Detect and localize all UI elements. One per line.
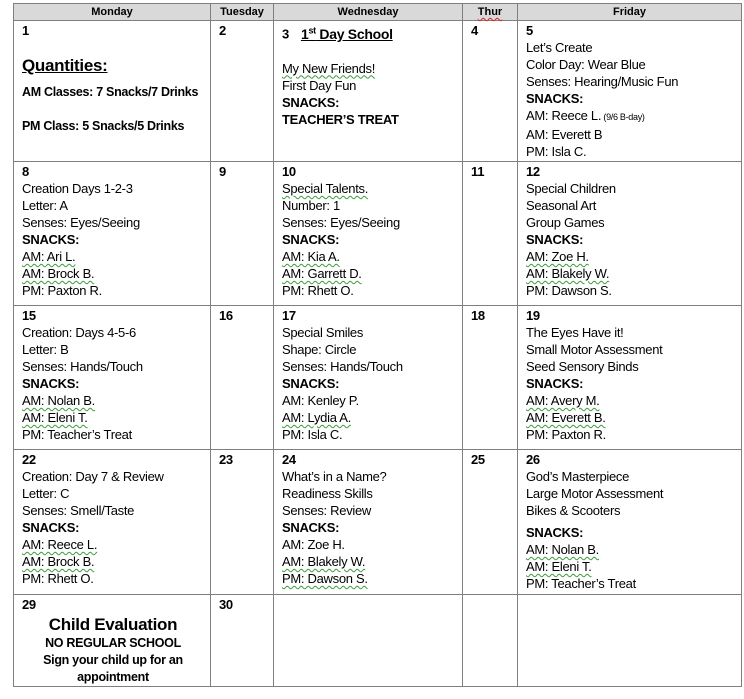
activity-line: Number: 1 [282, 198, 340, 213]
snack-text: PM: Dawson S. [282, 571, 368, 586]
quantities-title: Quantities: [22, 56, 108, 75]
snack-text: AM: Brock B. [22, 266, 95, 281]
day-cell-22 [14, 450, 211, 595]
activity-text: My New Friends! [282, 60, 376, 76]
snack-pm: PM: Teacher’s Treat [22, 427, 132, 442]
snack-text: AM: Eleni T. [526, 559, 592, 574]
activity-line: Large Motor Assessment [526, 486, 664, 501]
day-cell-18 [463, 306, 518, 450]
day-number: 16 [219, 308, 233, 323]
activity-line: Senses: Hearing/Music Fun [526, 74, 679, 89]
day-number: 10 [282, 164, 296, 179]
snack-pm [526, 143, 735, 160]
day-number: 2 [219, 23, 226, 38]
snacks-heading: SNACKS: [282, 520, 340, 535]
no-school-notice: NO REGULAR SCHOOL [45, 636, 181, 650]
activity-line [282, 180, 456, 197]
snack-pm: PM: Rhett O. [282, 283, 354, 298]
activity-line: Special Children [526, 181, 616, 196]
snack-am-1 [22, 392, 204, 409]
snack-pm: PM: Dawson S. [526, 283, 612, 298]
activity-line: Shape: Circle [282, 342, 357, 357]
snack-am-2 [282, 553, 456, 570]
day-number: 5 [526, 23, 533, 38]
activity-line: Creation: Day 7 & Review [22, 469, 164, 484]
activity-line: Creation Days 1-2-3 [22, 181, 133, 196]
header-thursday-label: Thur [477, 6, 503, 18]
day-cell-29 [14, 595, 211, 687]
activity-line: Senses: Review [282, 503, 372, 518]
day-cell-23 [211, 450, 274, 595]
activity-line: Group Games [526, 215, 605, 230]
snacks-heading: SNACKS: [526, 91, 584, 106]
snacks-heading: SNACKS: [282, 232, 340, 247]
pm-quantity: PM Class: 5 Snacks/5 Drinks [22, 119, 185, 133]
day-number: 25 [471, 452, 485, 467]
activity-line: Letter: B [22, 342, 69, 357]
day-cell-4 [463, 21, 518, 162]
snack-prefix: AM: [526, 108, 552, 123]
snack-text: AM: Lydia A. [282, 410, 351, 425]
activity-line: God’s Masterpiece [526, 469, 630, 484]
snack-text: AM: Everett B. [526, 410, 606, 425]
activity-text: Special Talents. [282, 181, 369, 196]
day-number: 23 [219, 452, 233, 467]
title-text: Day School [315, 25, 393, 42]
day-cell-24 [274, 450, 463, 595]
header-thursday [463, 4, 518, 21]
header-friday: Friday [518, 4, 742, 21]
day-number: 9 [219, 164, 226, 179]
week-row-5 [14, 595, 742, 687]
day-cell-11 [463, 162, 518, 306]
snack-pm: PM: Teacher’s Treat [526, 576, 636, 591]
day-number: 29 [22, 597, 36, 612]
activity-line: What’s in a Name? [282, 469, 387, 484]
day-number: 3 [282, 26, 289, 42]
snack-text: AM: Blakely W. [282, 554, 366, 569]
activity-line [282, 60, 456, 77]
day-number: 18 [471, 308, 485, 323]
first-day-title [301, 26, 393, 42]
snack-am-2 [526, 409, 735, 426]
title-number: 1 [300, 25, 309, 42]
week-row-1 [14, 21, 742, 162]
snack-am-1 [282, 248, 456, 265]
snack-pm: PM: Paxton R. [526, 427, 606, 442]
am-quantity: AM Classes: 7 Snacks/7 Drinks [22, 85, 199, 99]
snacks-heading: SNACKS: [526, 376, 584, 391]
snacks-heading: SNACKS: [22, 232, 80, 247]
snack-am-1 [526, 107, 735, 126]
day-number: 4 [471, 23, 478, 38]
snack-text: AM: Nolan B. [526, 542, 599, 557]
snack-pm: PM: Isla C. [282, 427, 343, 442]
activity-line: Senses: Eyes/Seeing [282, 215, 400, 230]
day-cell-17 [274, 306, 463, 450]
day-number: 24 [282, 452, 296, 467]
header-monday: Monday [14, 4, 211, 21]
snack-am-1 [526, 248, 735, 265]
day-heading [282, 22, 456, 43]
snack-name: Reece L. [551, 108, 602, 123]
day-cell-1 [14, 21, 211, 162]
activity-line: Special Smiles [282, 325, 364, 340]
activity-line: The Eyes Have it! [526, 325, 624, 340]
activity-line: Senses: Hands/Touch [22, 359, 143, 374]
snack-text: AM: Ari L. [22, 249, 76, 264]
signup-line-1: Sign your child up for an [43, 653, 183, 667]
snack-text: AM: Eleni T. [22, 410, 88, 425]
evaluation-notice [22, 615, 204, 686]
snack-name: Everett B [551, 127, 603, 142]
snack-pm: PM: Rhett O. [22, 571, 94, 586]
week-row-2 [14, 162, 742, 306]
snack-am-2 [526, 558, 735, 575]
activity-line: Senses: Eyes/Seeing [22, 215, 140, 230]
day-cell-15 [14, 306, 211, 450]
day-cell-10 [274, 162, 463, 306]
day-cell-19 [518, 306, 742, 450]
empty-cell [463, 595, 518, 687]
snack-am-2 [22, 553, 204, 570]
snack-am-1 [526, 541, 735, 558]
snack-am-1: AM: Zoe H. [282, 537, 345, 552]
header-row [14, 4, 742, 21]
activity-line: Seasonal Art [526, 198, 597, 213]
snack-am-2 [282, 409, 456, 426]
day-number: 1 [22, 23, 29, 38]
activity-line: Letter: C [22, 486, 70, 501]
activity-line: Small Motor Assessment [526, 342, 663, 357]
snack-text: AM: Nolan B. [22, 393, 95, 408]
activity-line: Senses: Hands/Touch [282, 359, 403, 374]
snack-text: AM: Reece L. [22, 537, 98, 552]
snacks-heading: SNACKS: [22, 376, 80, 391]
activity-line: Bikes & Scooters [526, 503, 621, 518]
snack-am-2 [526, 265, 735, 282]
activity-line: Senses: Smell/Taste [22, 503, 135, 518]
snack-prefix: PM: [526, 144, 552, 159]
day-cell-5 [518, 21, 742, 162]
snack-text: AM: Brock B. [22, 554, 95, 569]
snacks-heading: SNACKS: [22, 520, 80, 535]
day-number: 22 [22, 452, 36, 467]
day-cell-16 [211, 306, 274, 450]
week-row-4 [14, 450, 742, 595]
day-cell-26 [518, 450, 742, 595]
day-cell-12 [518, 162, 742, 306]
snack-pm: PM: Paxton R. [22, 283, 102, 298]
day-number: 26 [526, 452, 540, 467]
day-number: 12 [526, 164, 540, 179]
calendar-table [13, 3, 742, 687]
day-cell-3 [274, 21, 463, 162]
snack-am-1: AM: Kenley P. [282, 393, 359, 408]
week-row-3 [14, 306, 742, 450]
day-number: 15 [22, 308, 36, 323]
snack-am-2 [22, 409, 204, 426]
header-wednesday: Wednesday [274, 4, 463, 21]
activity-line: Seed Sensory Binds [526, 359, 639, 374]
title-ordinal: st [308, 25, 316, 35]
day-number: 19 [526, 308, 540, 323]
day-cell-25 [463, 450, 518, 595]
snack-pm [282, 570, 456, 587]
snack-text: AM: Kia A. [282, 249, 340, 264]
snack-am-2 [526, 126, 735, 143]
signup-line-2: appointment [77, 670, 149, 684]
activity-line: First Day Fun [282, 77, 357, 93]
snack-am-2 [282, 265, 456, 282]
snack-text: AM: Avery M. [526, 393, 600, 408]
snack-am-1 [526, 392, 735, 409]
day-number: 30 [219, 597, 233, 612]
snack-am-1 [22, 248, 204, 265]
snack-text: AM: Blakely W. [526, 266, 610, 281]
day-cell-9 [211, 162, 274, 306]
day-number: 8 [22, 164, 29, 179]
birthday-note: (9/6 B-day) [601, 112, 645, 122]
snack-am-2 [22, 265, 204, 282]
teacher-treat: TEACHER’S TREAT [282, 111, 399, 127]
empty-cell [274, 595, 463, 687]
snacks-heading: SNACKS: [282, 94, 340, 110]
snacks-heading: SNACKS: [526, 232, 584, 247]
activity-line: Color Day: Wear Blue [526, 57, 646, 72]
activity-line: Readiness Skills [282, 486, 373, 501]
empty-cell [518, 595, 742, 687]
snack-prefix: AM: [526, 127, 552, 142]
snack-text: AM: Garrett D. [282, 266, 362, 281]
day-number: 17 [282, 308, 296, 323]
snack-text: AM: Zoe H. [526, 249, 589, 264]
snacks-heading: SNACKS: [282, 376, 340, 391]
snack-am-1 [22, 536, 204, 553]
day-cell-2 [211, 21, 274, 162]
day-cell-30 [211, 595, 274, 687]
header-tuesday: Tuesday [211, 4, 274, 21]
evaluation-title: Child Evaluation [48, 615, 178, 634]
activity-line: Letter: A [22, 198, 68, 213]
day-number: 11 [471, 164, 485, 179]
activity-line: Creation: Days 4-5-6 [22, 325, 136, 340]
day-cell-8 [14, 162, 211, 306]
snacks-heading: SNACKS: [526, 525, 584, 540]
snack-name: Isla C. [551, 144, 587, 159]
activity-line: Let’s Create [526, 40, 593, 55]
